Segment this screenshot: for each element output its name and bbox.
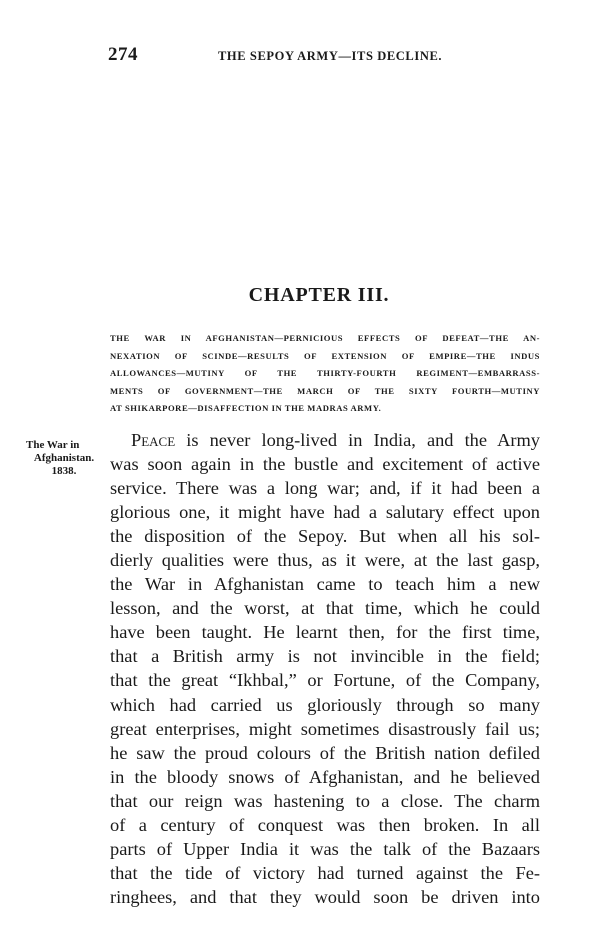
- sidenote-line: Afghanistan.: [33, 452, 95, 464]
- text-line: that the great “Ikhbal,” or Fortune, of the Company,: [110, 670, 540, 691]
- text-line: dierly qualities were thus, as it were, at the last gasp,: [110, 550, 540, 571]
- page-number: 274: [108, 44, 138, 65]
- summary-line: MENTS OF GOVERNMENT—THE MARCH OF THE SIXTY FOURTH—MUTINY: [110, 385, 540, 396]
- text-line: that our reign was hastening to a close. The charm: [110, 790, 540, 811]
- text-line: ringhees, and that they would soon be driven into: [110, 886, 540, 907]
- sidenote-line: 1838.: [51, 465, 77, 477]
- running-head: [108, 44, 453, 70]
- text-line: in the bloody snows of Afghanistan, and he believed: [110, 766, 540, 787]
- opening-word: Peace: [131, 430, 176, 450]
- text-line: the disposition of the Sepoy. But when all his sol-: [110, 526, 540, 547]
- text-line: was soon again in the bustle and excitement of active: [110, 454, 540, 475]
- text-line: the War in Afghanistan came to teach him a new: [110, 574, 540, 595]
- running-title: THE SEPOY ARMY—ITS DECLINE.: [218, 49, 443, 63]
- summary-line: ALLOWANCES—MUTINY OF THE THIRTY-FOURTH REGIMENT—EMBARRASS-: [110, 368, 540, 379]
- text-line: which had carried us gloriously through so many: [110, 694, 540, 715]
- text-span: is never long-lived in India, and the Army: [175, 430, 540, 450]
- text-line: service. There was a long war; and, if it had been a: [110, 478, 540, 499]
- text-line: that a British army is not invincible in the field;: [110, 646, 540, 667]
- summary-line: AT SHIKARPORE—DISAFFECTION IN THE MADRAS ARMY.: [110, 403, 382, 414]
- chapter-title: CHAPTER III.: [248, 284, 390, 306]
- text-line: glorious one, it might have had a salutary effect upon: [110, 502, 540, 523]
- summary-line: NEXATION OF SCINDE—RESULTS OF EXTENSION OF EMPIRE—THE INDUS: [110, 350, 540, 361]
- sidenote-line: The War in: [26, 439, 80, 451]
- margin-sidenote: [22, 439, 106, 478]
- text-line: great enterprises, might sometimes disastrously fail us;: [110, 718, 540, 739]
- text-line: he saw the proud colours of the British nation defiled: [110, 742, 540, 763]
- summary-line: THE WAR IN AFGHANISTAN—PERNICIOUS EFFECTS OF DEFEAT—THE AN-: [110, 333, 540, 343]
- text-line: [110, 428, 540, 452]
- chapter-summary: [110, 330, 540, 418]
- text-line: parts of Upper India it was the talk of the Bazaars: [110, 838, 540, 859]
- text-line: have been taught. He learnt then, for the first time,: [110, 622, 540, 643]
- body-text: [110, 428, 540, 909]
- text-line: lesson, and the worst, at that time, which he could: [110, 598, 540, 619]
- text-line: that the tide of victory had turned against the Fe-: [110, 862, 540, 883]
- text-line: of a century of conquest was then broken. In all: [110, 814, 540, 835]
